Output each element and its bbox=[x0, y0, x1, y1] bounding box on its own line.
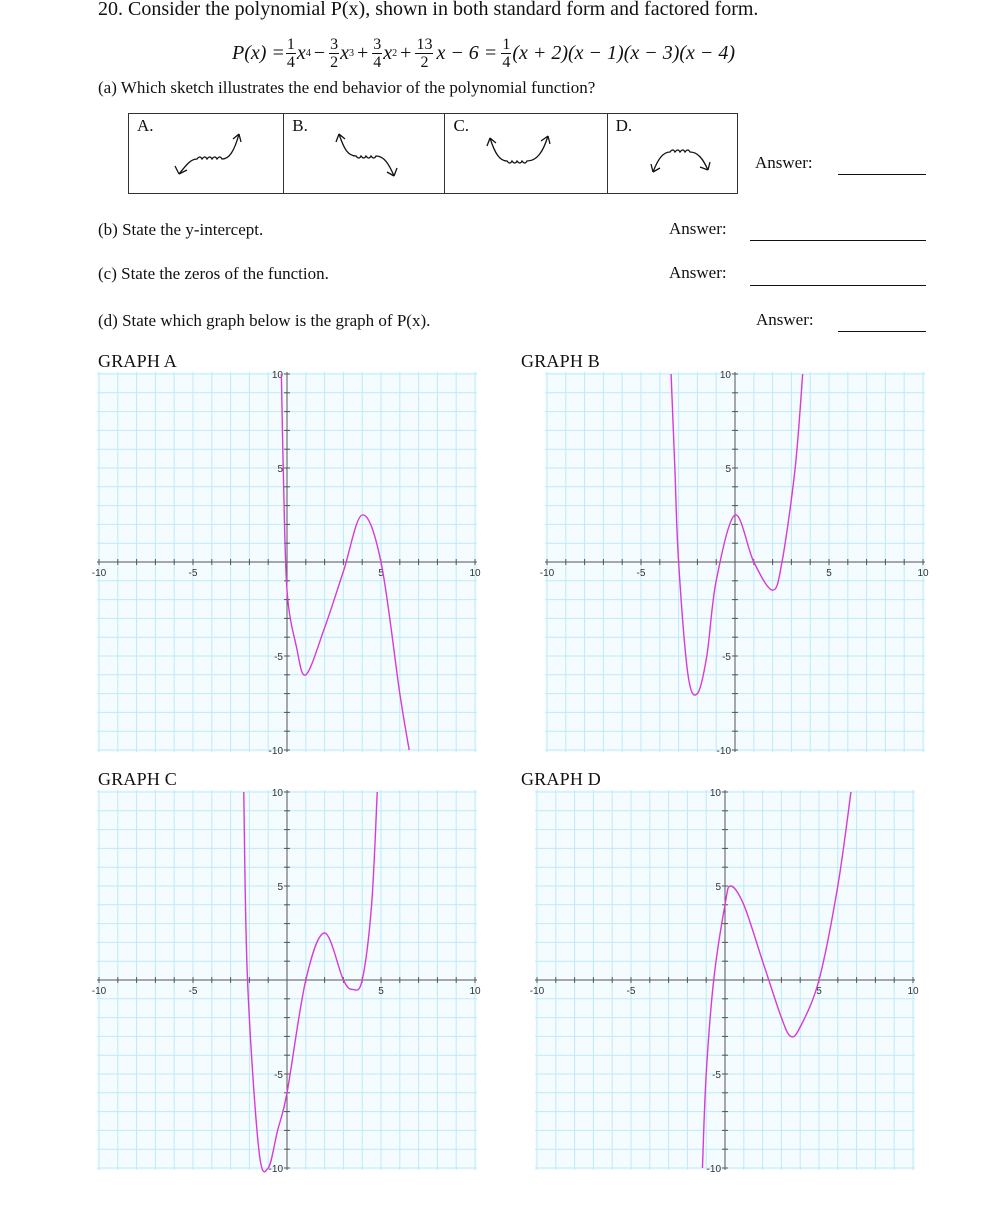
frac-4-den: 2 bbox=[420, 53, 429, 71]
op-1: − bbox=[313, 41, 326, 64]
x-tick-label: 10 bbox=[469, 986, 481, 997]
x-tick-label: -5 bbox=[636, 568, 646, 579]
answer-d-label: Answer: bbox=[756, 310, 814, 329]
y-tick-label: 10 bbox=[271, 370, 283, 381]
t4-var: x − 6 = bbox=[436, 41, 498, 64]
y-tick-label: -5 bbox=[274, 652, 283, 663]
sketch-c-icon bbox=[445, 114, 607, 195]
x-tick-label: -5 bbox=[188, 986, 198, 997]
sketch-option-d[interactable] bbox=[607, 114, 737, 194]
part-c-text: (c) State the zeros of the function. bbox=[98, 264, 329, 283]
graph-b-title: GRAPH B bbox=[521, 351, 600, 371]
y-tick-label: 10 bbox=[719, 370, 731, 381]
graph-c bbox=[91, 788, 481, 1175]
part-a-text: (a) Which sketch illustrates the end behavior of the polynomial function? bbox=[98, 78, 596, 97]
answer-c-field[interactable] bbox=[750, 285, 926, 286]
x-tick-label: -5 bbox=[188, 568, 198, 579]
sketch-option-a[interactable] bbox=[129, 114, 284, 194]
y-tick-label: -5 bbox=[712, 1070, 721, 1081]
t2-exp: 3 bbox=[348, 47, 354, 59]
graph-a bbox=[91, 370, 481, 757]
y-tick-label: 5 bbox=[715, 882, 721, 893]
frac-3 bbox=[372, 36, 382, 71]
sketch-a-icon bbox=[129, 114, 284, 195]
y-tick-label: 5 bbox=[725, 464, 731, 475]
frac-2-den: 2 bbox=[330, 53, 339, 71]
eq-lhs: P(x) = bbox=[232, 41, 285, 64]
sketch-option-c[interactable] bbox=[445, 114, 607, 194]
factored-form: (x + 2)(x − 1)(x − 3)(x − 4) bbox=[512, 41, 736, 64]
sketch-c-label: C. bbox=[453, 116, 470, 135]
sketch-a-label: A. bbox=[137, 116, 154, 135]
sketch-b-label: B. bbox=[292, 116, 308, 135]
t2-var: x bbox=[340, 41, 349, 64]
x-tick-label: -5 bbox=[626, 986, 636, 997]
x-tick-label: 5 bbox=[816, 986, 822, 997]
frac-2-num: 3 bbox=[330, 35, 339, 53]
answer-b-field[interactable] bbox=[750, 240, 926, 241]
frac-4-num: 13 bbox=[416, 35, 433, 53]
frac-5 bbox=[501, 36, 511, 71]
answer-a-field[interactable] bbox=[838, 174, 926, 175]
sketch-option-b[interactable] bbox=[284, 114, 445, 194]
part-b-text: (b) State the y-intercept. bbox=[98, 220, 264, 239]
y-tick-label: -10 bbox=[716, 746, 731, 757]
y-tick-label: -10 bbox=[268, 746, 283, 757]
answer-a-label: Answer: bbox=[755, 153, 813, 172]
frac-4 bbox=[415, 36, 433, 71]
x-tick-label: -10 bbox=[529, 986, 545, 997]
y-tick-label: -5 bbox=[274, 1070, 283, 1081]
x-tick-label: 5 bbox=[378, 568, 384, 579]
sketch-d-icon bbox=[608, 114, 738, 195]
frac-3-num: 3 bbox=[373, 35, 382, 53]
sketch-table bbox=[128, 113, 738, 194]
frac-1-den: 4 bbox=[286, 53, 295, 71]
frac-1 bbox=[286, 36, 296, 71]
y-tick-label: 10 bbox=[271, 788, 283, 799]
graph-c-title: GRAPH C bbox=[98, 769, 177, 789]
x-tick-label: -10 bbox=[539, 568, 555, 579]
x-tick-label: 10 bbox=[469, 568, 481, 579]
graph-d-title: GRAPH D bbox=[521, 769, 601, 789]
graph-b bbox=[539, 370, 929, 757]
t1-exp: 4 bbox=[305, 47, 311, 59]
frac-3-den: 4 bbox=[373, 53, 382, 71]
y-tick-label: 10 bbox=[709, 788, 721, 799]
x-tick-label: 10 bbox=[917, 568, 929, 579]
t3-exp: 2 bbox=[392, 47, 398, 59]
sketch-d-label: D. bbox=[615, 116, 633, 135]
t1-var: x bbox=[296, 41, 306, 64]
y-tick-label: -10 bbox=[706, 1164, 721, 1175]
y-tick-label: -5 bbox=[722, 652, 731, 663]
polynomial-equation bbox=[232, 28, 735, 78]
answer-d-field[interactable] bbox=[838, 331, 926, 332]
y-tick-label: -10 bbox=[268, 1164, 283, 1175]
x-tick-label: -10 bbox=[91, 568, 107, 579]
answer-c-label: Answer: bbox=[669, 263, 727, 282]
frac-5-num: 1 bbox=[502, 35, 511, 53]
x-tick-label: 5 bbox=[378, 986, 384, 997]
frac-1-num: 1 bbox=[286, 35, 295, 53]
t3-var: x bbox=[383, 41, 393, 64]
graph-a-title: GRAPH A bbox=[98, 351, 177, 371]
op-3: + bbox=[400, 41, 412, 64]
op-2: + bbox=[356, 41, 369, 64]
part-d-text: (d) State which graph below is the graph of P(x). bbox=[98, 311, 431, 330]
answer-b-label: Answer: bbox=[669, 219, 727, 238]
y-tick-label: 5 bbox=[277, 882, 283, 893]
frac-5-den: 4 bbox=[502, 53, 511, 71]
x-tick-label: 10 bbox=[907, 986, 919, 997]
y-tick-label: 5 bbox=[277, 464, 283, 475]
x-tick-label: 5 bbox=[826, 568, 832, 579]
graph-d bbox=[529, 788, 919, 1175]
frac-2 bbox=[329, 36, 339, 71]
question-title: 20. Consider the polynomial P(x), shown in both standard form and factored form. bbox=[98, 0, 759, 20]
x-tick-label: -10 bbox=[91, 986, 107, 997]
sketch-b-icon bbox=[284, 114, 445, 195]
